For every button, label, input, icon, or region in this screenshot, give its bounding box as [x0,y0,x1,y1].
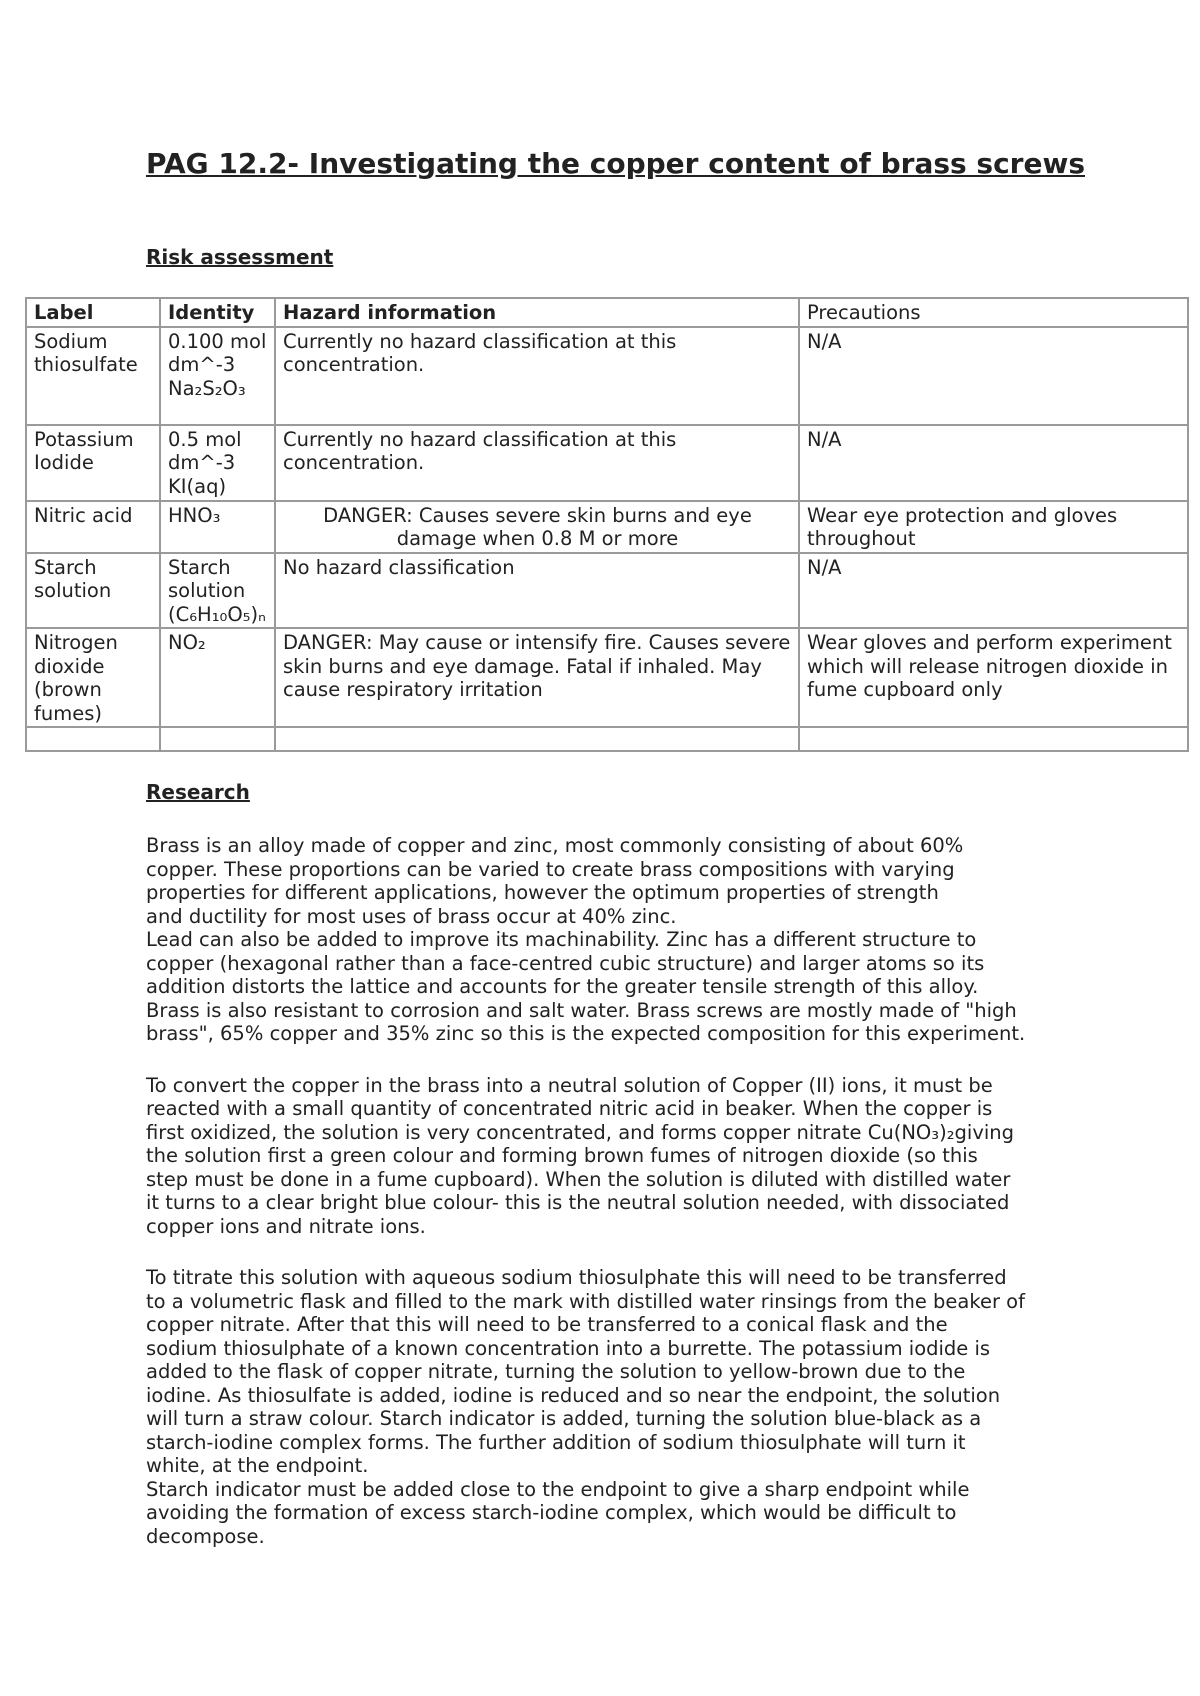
risk-assessment-table [25,297,1189,752]
table-row [26,553,1188,629]
column-header-hazard: Hazard information [275,298,799,327]
table-row [26,425,1188,501]
cell-label: Starch solution [26,553,160,629]
risk-assessment-heading: Risk assessment [146,245,334,269]
cell-precautions: Wear gloves and perform experiment which will release nitrogen dioxide in fume cupboard only [799,628,1188,727]
column-header-identity: Identity [160,298,275,327]
research-paragraph: To convert the copper in the brass into a neutral solution of Copper (II) ions, it must be reacted with a small quantity of concentrated nitric acid in beaker. When the copper is first oxidized, the solution is very concentrated, and forms copper nitrate Cu(NO₃)₂giving the solution first a green colour and forming brown fumes of nitrogen dioxide (so this step must be done in a fume cupboard). When the solution is diluted with distilled water it turns to a clear bright blue colour- this is the neutral solution needed, with dissociated copper ions and nitrate ions. [146,1073,1015,1238]
cell-empty [26,727,160,751]
cell-label: Nitrogen dioxide (brown fumes) [26,628,160,727]
research-heading: Research [146,780,250,804]
cell-identity: Starch solution (C₆H₁₀O₅)ₙ [160,553,275,629]
cell-precautions: N/A [799,553,1188,629]
cell-label: Sodium thiosulfate [26,327,160,425]
cell-precautions: N/A [799,425,1188,501]
research-paragraph: To titrate this solution with aqueous sodium thiosulphate this will need to be transferred to a volumetric flask and filled to the mark with distilled water rinsings from the beaker of copper nitrate. After that this will need to be transferred to a conical flask and the sodium thiosulphate of a known concentration into a burrette. The potassium iodide is added to the flask of copper nitrate, turning the solution to yellow-brown due to the iodine. As thiosulfate is added, iodine is reduced and so near the endpoint, the solution will turn a straw colour. Starch indicator is added, turning the solution blue-black as a starch-iodine complex forms. The further addition of sodium thiosulphate will turn it white, at the endpoint. Starch indicator must be added close to the endpoint to give a sharp endpoint while avoiding the formation of excess starch-iodine complex, which would be difficult to decompose. [146,1266,1025,1548]
cell-identity: 0.100 mol dm^-3 Na₂S₂O₃ [160,327,275,425]
table-row-empty [26,727,1188,751]
cell-precautions: Wear eye protection and gloves throughout [799,501,1188,553]
cell-label: Nitric acid [26,501,160,553]
cell-hazard: No hazard classification [275,553,799,629]
table-row [26,628,1188,727]
cell-hazard: Currently no hazard classification at this concentration. [275,425,799,501]
cell-label: Potassium Iodide [26,425,160,501]
research-body [146,834,1146,1576]
cell-identity: NO₂ [160,628,275,727]
column-header-precautions: Precautions [799,298,1188,327]
table-row [26,501,1188,553]
cell-hazard: Currently no hazard classification at this concentration. [275,327,799,425]
cell-empty [275,727,799,751]
table-row [26,327,1188,425]
cell-identity: HNO₃ [160,501,275,553]
column-header-label: Label [26,298,160,327]
cell-empty [799,727,1188,751]
cell-identity: 0.5 mol dm^-3 KI(aq) [160,425,275,501]
page-title: PAG 12.2- Investigating the copper content of brass screws [146,147,1086,180]
cell-hazard: DANGER: Causes severe skin burns and eye damage when 0.8 M or more [275,501,799,553]
cell-precautions: N/A [799,327,1188,425]
table-header-row [26,298,1188,327]
cell-empty [160,727,275,751]
research-paragraph: Brass is an alloy made of copper and zinc, most commonly consisting of about 60% copper. These proportions can be varied to create brass compositions with varying properties for different applications, however the optimum properties of strength and ductility for most uses of brass occur at 40% zinc. Lead can also be added to improve its machinability. Zinc has a different structure to copper (hexagonal rather than a face-centred cubic structure) and larger atoms so its addition distorts the lattice and accounts for the greater tensile strength of this alloy. Brass is also resistant to corrosion and salt water. Brass screws are mostly made of "high brass", 65% copper and 35% zinc so this is the expected composition for this experiment. [146,834,1026,1045]
cell-hazard: DANGER: May cause or intensify fire. Causes severe skin burns and eye damage. Fatal if inhaled. May cause respiratory irritation [275,628,799,727]
